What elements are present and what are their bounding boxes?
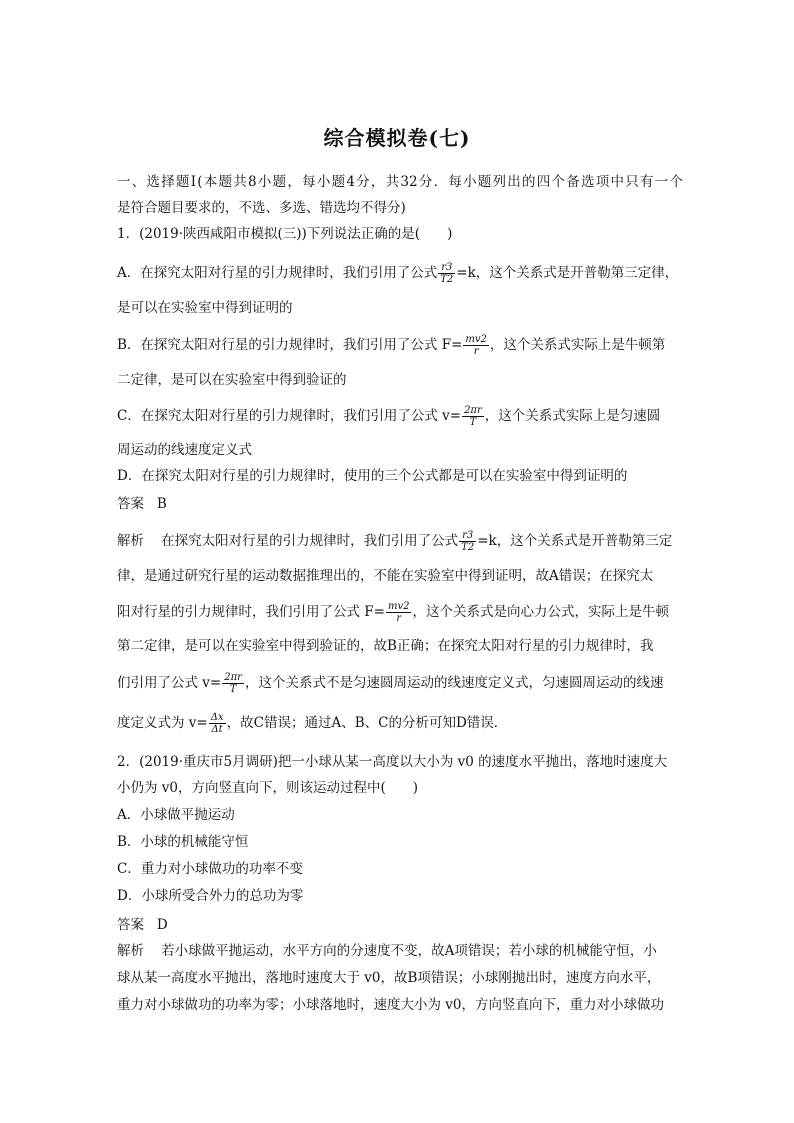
q1-option-b-text2: ，这个关系式实际上是牛顿第 — [489, 337, 666, 353]
q2-analysis-line3: 重力对小球做功的功率为零；小球落地时，速度大小为 v0，方向竖直向下，重力对小球做功 — [117, 997, 665, 1013]
answer-value: D — [156, 917, 168, 933]
q1-option-c-formula: $\frac{2\pi r}{T}$ — [464, 405, 482, 428]
q1-answer — [117, 494, 683, 514]
q2-answer — [117, 915, 683, 935]
answer-label: 答案 — [117, 496, 144, 512]
q2-option-d: D．小球所受合外力的总功为零 — [117, 888, 304, 904]
q1-option-d: D．在探究太阳对行星的引力规律时，使用的三个公式都是可以在实验室中得到证明的 — [117, 468, 628, 484]
q1-option-c-line2: 周运动的线速度定义式 — [117, 442, 252, 458]
q1-option-b-text: B．在探究太阳对行星的引力规律时，我们引用了公式 F= — [117, 337, 463, 353]
page-title: 综合模拟卷(七) — [323, 126, 471, 150]
section-header-line1: 一、选择题Ⅰ(本题共8小题，每小题4分，共32分．每小题列出的四个备选项中只有一个 — [117, 174, 683, 190]
q1-analysis-line5: 们引用了公式 v= $\frac{2\pi r}{T}$ ，这个关系式不是匀速圆周运动的线速度定义式，匀速圆周运动的线速 — [117, 672, 664, 695]
q1-option-a-text: A．在探究太阳对行星的引力规律时，我们引用了公式 — [117, 265, 438, 281]
q2-option-c: C．重力对小球做功的功率不变 — [117, 861, 303, 877]
q1-analysis-formula1: $\frac{r3}{T2}$ — [461, 530, 475, 553]
q1-analysis-line3: 阳对行星的引力规律时，我们引用了公式 F= $\frac{mv2}{r}$ ，这个关系式是向心力公式，实际上是牛顿 — [117, 601, 669, 624]
answer-value: B — [156, 496, 167, 512]
q2-stem-line1: 2．(2019·重庆市5月调研)把一小球从某一高度以大小为 v0 的速度水平抛出，落地时速度大 — [117, 754, 668, 770]
q2-analysis-line1: 解析 若小球做平抛运动，水平方向的分速度不变，故A项错误；若小球的机械能守恒，小 — [117, 943, 657, 959]
q1-option-a — [117, 262, 683, 285]
q1-option-c — [117, 405, 683, 428]
q1-option-b-line2: 二定律，是可以在实验室中得到验证的 — [117, 372, 347, 388]
section-header-line2: 是符合题目要求的，不选、多选、错选均不得分) — [117, 200, 406, 216]
q1-option-c-text: C．在探究太阳对行星的引力规律时，我们引用了公式 v= — [117, 408, 462, 424]
q1-analysis-formula2: $\frac{mv2}{r}$ — [387, 601, 410, 624]
q1-option-a-formula: $\frac{r3}{T2}$ — [440, 262, 454, 285]
q1-analysis-formula3: $\frac{2\pi r}{T}$ — [224, 672, 242, 695]
q1-option-b — [117, 334, 683, 357]
q1-analysis-line4: 第二定律，是可以在实验室中得到验证的，故B正确；在探究太阳对行星的引力规律时，我 — [117, 638, 654, 654]
q2-analysis-line2: 球从某一高度水平抛出，落地时速度大于 v0，故B项错误；小球刚抛出时，速度方向水平， — [117, 970, 661, 986]
q1-stem: 1．(2019·陕西咸阳市模拟(三))下列说法正确的是( ) — [117, 226, 453, 242]
q1-option-a-line2: 是可以在实验室中得到证明的 — [117, 300, 293, 316]
q1-option-c-text2: ，这个关系式实际上是匀速圆 — [484, 408, 661, 424]
analysis-label: 解析 — [117, 533, 144, 549]
q1-option-b-formula: $\frac{mv2}{r}$ — [465, 334, 487, 357]
q2-option-a: A．小球做平抛运动 — [117, 807, 235, 823]
q1-analysis-formula4: $\frac{\Delta x}{\Delta t}$ — [210, 712, 224, 735]
answer-label: 答案 — [117, 917, 144, 933]
q1-analysis-line6: 度定义式为 v= $\frac{\Delta x}{\Delta t}$ ，故C错误；通过A、B、C的分析可知D错误． — [117, 712, 508, 735]
q1-analysis-line2: 律，是通过研究行星的运动数据推理出的，不能在实验室中得到证明，故A错误；在探究太 — [117, 568, 654, 584]
q1-option-a-text2: =k，这个关系式是开普勒第三定律， — [456, 265, 679, 281]
q2-stem-line2: 小仍为 v0，方向竖直向下，则该运动过程中( ) — [117, 780, 419, 796]
q2-option-b: B．小球的机械能守恒 — [117, 834, 249, 850]
q1-analysis-line1: 解析 在探究太阳对行星的引力规律时，我们引用了公式 $\frac{r3}{T2}$ =k，这个关系式是开普勒第三定 — [117, 530, 673, 553]
analysis-label: 解析 — [117, 943, 144, 959]
